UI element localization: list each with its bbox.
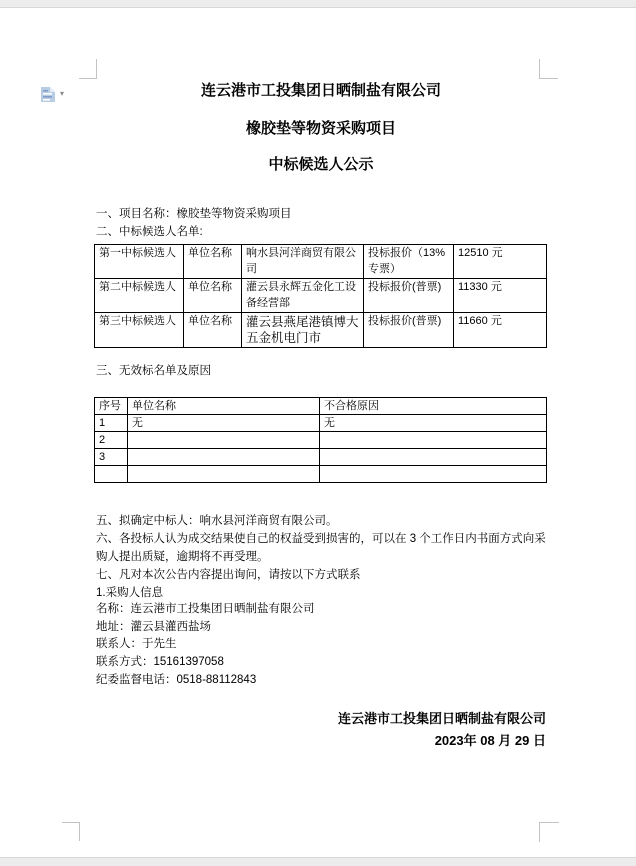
- contact-name: 名称：连云港市工投集团日晒制盐有限公司: [96, 603, 315, 615]
- invalid-bids-table: [94, 397, 547, 483]
- price-label: 投标报价(普票): [364, 313, 454, 348]
- candidates-table: [94, 244, 547, 348]
- section-inquiry: 七、凡对本次公告内容提出询问，请按以下方式联系: [96, 569, 361, 581]
- margin-crop-mark-bottom-left: [62, 822, 80, 841]
- section-objection: 六、各投标人认为成交结果使自己的权益受到损害的，可以在 3 个工作日内书面方式向采购人提出质疑，逾期将不再受理。: [96, 533, 546, 563]
- unit-cell: 无: [128, 415, 320, 432]
- unit-label: 单位名称: [184, 279, 242, 313]
- candidate-rank: 第二中标候选人: [95, 279, 184, 313]
- page-top-boundary: [0, 0, 636, 8]
- price-value: 12510 元: [454, 245, 547, 279]
- contact-supervision-phone: 纪委监督电话：0518-88112843: [96, 674, 257, 686]
- invalid-row-4: [95, 466, 547, 483]
- margin-crop-mark-bottom-right: [539, 822, 559, 842]
- section-winner: 五、拟确定中标人：响水县河洋商贸有限公司。: [96, 515, 338, 527]
- index-cell: [95, 466, 128, 483]
- document-title-project: 橡胶垫等物资采购项目: [245, 120, 396, 137]
- section-candidates-heading: 二、中标候选人名单:: [96, 226, 203, 238]
- paste-options-button[interactable]: [41, 85, 75, 103]
- section-invalid-heading: 三、无效标名单及原因: [96, 365, 211, 377]
- unit-cell: [128, 466, 320, 483]
- unit-label: 单位名称: [184, 313, 242, 348]
- invalid-header-row: [95, 398, 547, 415]
- candidate-company: 灌云县永辉五金化工设备经营部: [242, 279, 364, 313]
- price-label: 投标报价（13%专票）: [364, 245, 454, 279]
- contact-address: 地址：灌云县灌西盐场: [96, 621, 211, 633]
- candidate-rank: 第三中标候选人: [95, 313, 184, 348]
- invalid-row-1: [95, 415, 547, 432]
- reason-cell: [320, 432, 547, 449]
- paste-options-dropdown-icon[interactable]: ▾: [60, 89, 65, 98]
- unit-cell: [128, 432, 320, 449]
- candidate-company: 响水县河洋商贸有限公司: [242, 245, 364, 279]
- signature-date: 2023年 08 月 29 日: [434, 733, 546, 748]
- col-header-unit: 单位名称: [128, 398, 320, 415]
- contact-person: 联系人：于先生: [96, 638, 177, 650]
- candidate-row-3: [95, 313, 547, 348]
- invalid-row-2: [95, 432, 547, 449]
- unit-label: 单位名称: [184, 245, 242, 279]
- page-bottom-boundary: [0, 857, 636, 866]
- index-cell: 1: [95, 415, 128, 432]
- section-purchaser-info-heading: 1.采购人信息: [96, 587, 164, 599]
- candidate-row-1: [95, 245, 547, 279]
- reason-cell: 无: [320, 415, 547, 432]
- candidate-rank: 第一中标候选人: [95, 245, 184, 279]
- margin-crop-mark-top-left: [79, 59, 97, 79]
- signature-company: 连云港市工投集团日晒制盐有限公司: [337, 711, 546, 726]
- reason-cell: [320, 466, 547, 483]
- index-cell: 3: [95, 449, 128, 466]
- contact-phone: 联系方式：15161397058: [96, 656, 224, 668]
- price-value: 11660 元: [454, 313, 547, 348]
- price-value: 11330 元: [454, 279, 547, 313]
- reason-cell: [320, 449, 547, 466]
- price-label: 投标报价(普票): [364, 279, 454, 313]
- document-title-announcement: 中标候选人公示: [268, 156, 374, 173]
- candidate-company: 灌云县燕尾港镇博大五金机电门市: [242, 313, 364, 348]
- col-header-index: 序号: [95, 398, 128, 415]
- section-project-name: 一、项目名称：橡胶垫等物资采购项目: [96, 208, 292, 220]
- margin-crop-mark-top-right: [539, 59, 558, 79]
- document-title-company: 连云港市工投集团日晒制盐有限公司: [200, 82, 441, 99]
- unit-cell: [128, 449, 320, 466]
- clipboard-paste-icon: [41, 87, 55, 102]
- invalid-row-3: [95, 449, 547, 466]
- index-cell: 2: [95, 432, 128, 449]
- candidate-row-2: [95, 279, 547, 313]
- col-header-reason: 不合格原因: [320, 398, 547, 415]
